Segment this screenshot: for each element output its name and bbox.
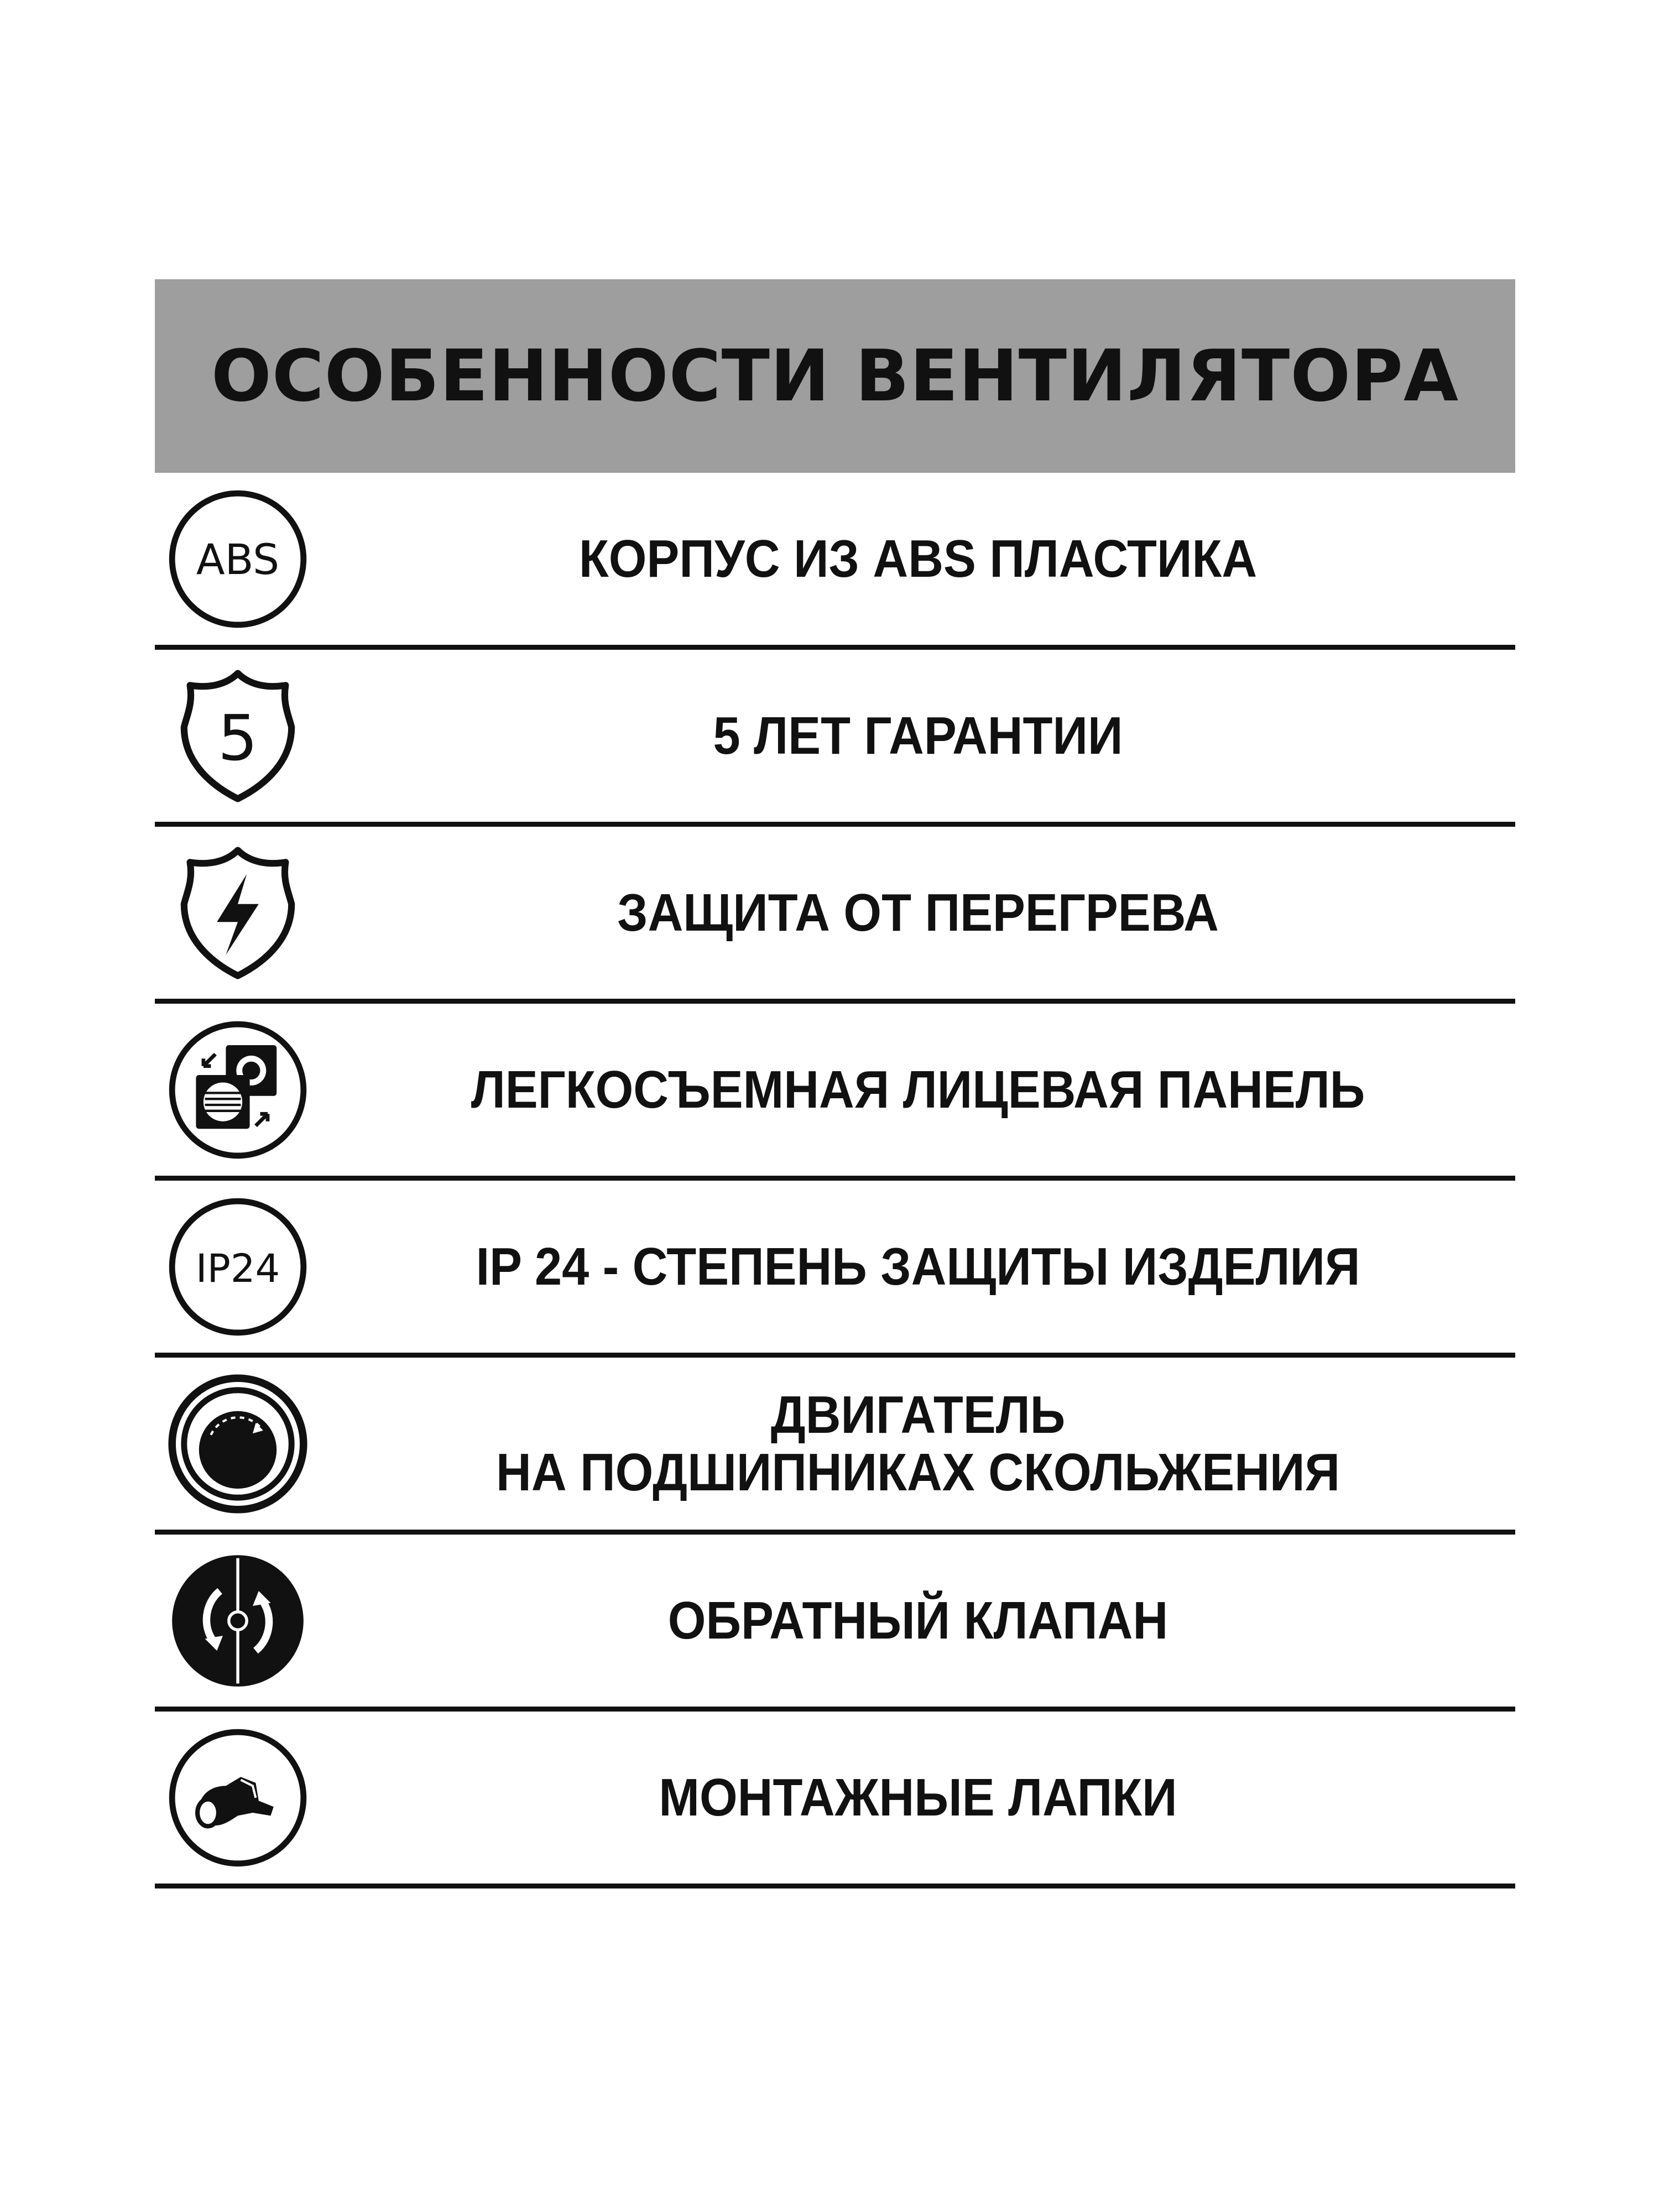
motor-bearing-icon — [163, 1369, 312, 1519]
feature-label: ОБРАТНЫЙ КЛАПАН — [667, 1590, 1168, 1650]
header-bar — [155, 279, 1515, 473]
features-panel — [155, 279, 1515, 1888]
feature-label: ЗАЩИТА ОТ ПЕРЕГРЕВА — [617, 883, 1219, 942]
page-title: ОСОБЕННОСТИ ВЕНТИЛЯТОРА — [211, 335, 1459, 418]
ip24-icon-text: IP24 — [195, 1245, 280, 1291]
feature-row — [155, 1535, 1515, 1712]
feature-row — [155, 1181, 1515, 1358]
feature-row — [155, 1004, 1515, 1181]
feature-label: ДВИГАТЕЛЬ НА ПОДШИПНИКАХ СКОЛЬЖЕНИЯ — [496, 1385, 1340, 1502]
feature-row — [155, 1358, 1515, 1535]
feature-label: 5 ЛЕТ ГАРАНТИИ — [713, 706, 1123, 765]
feature-label: IP 24 - СТЕПЕНЬ ЗАЩИТЫ ИЗДЕЛИЯ — [476, 1237, 1360, 1296]
ip24-circle-icon — [163, 1192, 312, 1342]
shield-icon-text: 5 — [217, 701, 258, 775]
check-valve-icon — [163, 1546, 312, 1695]
mounting-brackets-icon — [163, 1723, 312, 1872]
feature-row — [155, 473, 1515, 650]
abs-circle-icon — [163, 484, 312, 634]
feature-label: КОРПУС ИЗ ABS ПЛАСТИКА — [578, 529, 1258, 588]
feature-row — [155, 827, 1515, 1004]
feature-label: ЛЕГКОСЪЕМНАЯ ЛИЦЕВАЯ ПАНЕЛЬ — [471, 1060, 1365, 1119]
shield-lightning-icon — [163, 838, 312, 988]
shield-5-icon — [163, 661, 312, 811]
removable-panel-icon — [163, 1015, 312, 1165]
feature-row — [155, 650, 1515, 827]
feature-label: МОНТАЖНЫЕ ЛАПКИ — [659, 1767, 1177, 1827]
abs-icon-text: ABS — [196, 535, 280, 584]
feature-row — [155, 1712, 1515, 1888]
